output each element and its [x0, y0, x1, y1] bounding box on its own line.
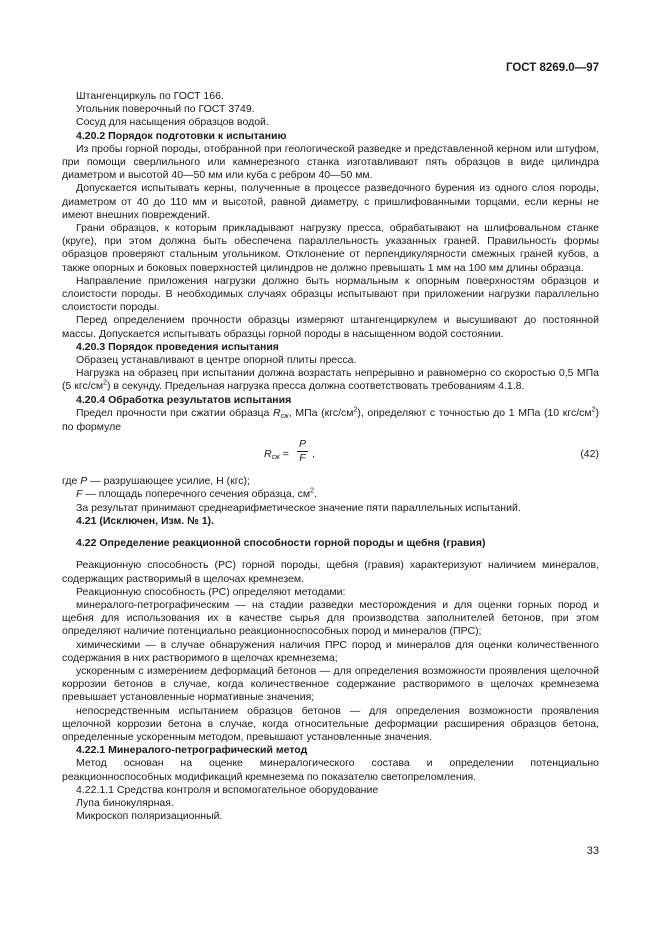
paragraph: химическими — в случае обнаружения наличия ПРС пород и минералов для оценки количественного содержания в них растворимого в щелочах кремнезема;: [62, 638, 599, 664]
paragraph: Грани образцов, к которым прикладывают нагрузку пресса, обрабатывают на шлифовальном станке (круге), при этом должна быть обеспечена параллельность указанных граней. Правильность формы образцов проверяют стальным угольником. Отклонение от перпендикулярности смежных граней кубов, а также опорных и боковых поверхностей цилиндров не должно превышать 1 мм на 100 мм длины образца.: [62, 222, 599, 274]
variable: F: [76, 488, 83, 501]
document-code-header: ГОСТ 8269.0—97: [505, 62, 599, 74]
paragraph: [62, 367, 599, 393]
where-clause: [62, 475, 599, 488]
superscript: 2: [353, 406, 358, 414]
formula-comma: ,: [312, 448, 315, 461]
text-run: ) в секунду. Предельная нагрузка пресса должна соответствовать требованиям 4.1.8.: [107, 380, 525, 393]
paragraph: Направление приложения нагрузки должно быть нормальным к опорным поверхностям образцов и слоистости породы. В необходимых случаях образцы испытывают при приложении нагрузки параллельно слоистости породы.: [62, 274, 599, 314]
text-run: где: [62, 475, 81, 488]
section-heading-4-22: 4.22 Определение реакционной способности горной породы и щебня (гравия): [76, 537, 486, 550]
superscript: 2: [591, 406, 596, 414]
paragraph: ускоренным с измерением деформаций бетонов — для определения возможности проявления щелочной коррозии бетонов в случае, когда количественное содержание растворимого в щелочах кремнезема превышает установленные нормативные значения;: [62, 664, 599, 704]
paragraph: Лупа бинокулярная.: [76, 796, 174, 809]
subscript: сж: [280, 412, 289, 420]
superscript: 2: [310, 487, 314, 495]
text-run: ), определяют с точностью до 1 МПа (10 кгс/см: [357, 406, 592, 419]
document-body: [62, 90, 599, 823]
paragraph: непосредственным испытанием образцов бетонов — для определения возможности проявления щелочной коррозии бетона в случае, когда относительные деформации расширения образцов бетона, определенные ускоренным методом, превышают установленные значения.: [62, 704, 599, 743]
text-run: Предел прочности при сжатии образца: [76, 406, 274, 419]
page-number: 33: [586, 845, 599, 857]
formula-number: (42): [580, 448, 599, 461]
paragraph: Допускается испытывать керны, полученные в процессе разведочного бурения из одного слоя породы, диаметром от 40 до 110 мм и высотой, равной диаметру, с пришлифованными торцами, если керны не имеют внешних повреждений.: [62, 182, 599, 221]
subscript: сж: [271, 454, 280, 462]
text-run: ) по формуле: [62, 406, 599, 434]
variable: R: [264, 448, 272, 461]
section-heading-4-22-1: 4.22.1 Минералого-петрографический метод: [76, 744, 308, 757]
equals-sign: =: [282, 448, 289, 461]
text-run: , МПа (кгс/см: [288, 406, 354, 419]
section-heading-4-20-4: 4.20.4 Обработка результатов испытания: [76, 393, 292, 406]
equipment-line: Угольник поверочный по ГОСТ 3749.: [76, 103, 255, 116]
paragraph: Реакционную способность (РС) определяют методами:: [76, 585, 346, 598]
variable: P: [80, 475, 88, 488]
section-heading-4-20-3: 4.20.3 Порядок проведения испытания: [76, 340, 279, 353]
section-heading-4-20-2: 4.20.2 Порядок подготовки к испытанию: [76, 129, 287, 142]
section-heading-4-21: 4.21 (Исключен, Изм. № 1).: [76, 514, 214, 527]
paragraph: Из пробы горной породы, отобранной при геологической разведке и представленной керном или штуфом, при помощи сверлильного или камнерезного станка изготавливают пять образцов в виде цилиндра диаметром и высотой 40—50 мм или куба с ребром 40—50 мм.: [62, 142, 599, 182]
paragraph: Реакционную способность (РС) горной породы, щебня (гравия) характеризуют наличием минералов, содержащих растворимый в щелочах кремнезем.: [62, 559, 599, 585]
where-clause: [62, 488, 599, 501]
equipment-line: Сосуд для насыщения образцов водой.: [76, 116, 269, 129]
fraction-numerator: P: [299, 438, 307, 451]
paragraph: Перед определением прочности образцы измеряют штангенциркулем и высушивают до постоянной массы. Допускается испытывать образцы горной породы в насыщенном водой состоянии.: [62, 314, 599, 340]
formula-fraction: [297, 438, 308, 465]
paragraph: минералого-петрографическим — на стадии разведки месторождения и для оценки горных пород и щебня для использования их в качестве сырья для производства заполнителей бетонов, при этом определяют наличие потенциально реакционноспособных пород и минералов (ПРС);: [62, 598, 599, 638]
paragraph: [62, 407, 599, 434]
superscript: 2: [103, 379, 107, 387]
text-run: — площадь поперечного сечения образца, см: [82, 488, 311, 501]
fraction-denominator: F: [297, 451, 308, 465]
paragraph: 4.22.1.1 Средства контроля и вспомогательное оборудование: [76, 783, 379, 796]
paragraph: Образец устанавливают в центре опорной плиты пресса.: [76, 354, 357, 367]
text-run: .: [313, 488, 317, 501]
variable: R: [273, 406, 281, 419]
formula-lhs: [264, 448, 289, 462]
text-run: — разрушающее усилие, Н (кгс);: [87, 475, 250, 488]
paragraph: За результат принимают среднеарифметическое значение пяти параллельных испытаний.: [76, 501, 521, 514]
formula-42: [62, 438, 599, 472]
text-run: Нагрузка на образец при испытании должна возрастать непрерывно и равномерно со скоростью 0,5 МПа (5 кгс/см: [62, 367, 599, 393]
paragraph: Метод основан на оценке минералогического состава и определении потенциально реакционноспособных модификаций кремнезема по показателю светопреломления.: [62, 757, 599, 783]
equipment-line: Штангенциркуль по ГОСТ 166.: [76, 90, 224, 102]
paragraph: Микроскоп поляризационный.: [76, 810, 223, 823]
